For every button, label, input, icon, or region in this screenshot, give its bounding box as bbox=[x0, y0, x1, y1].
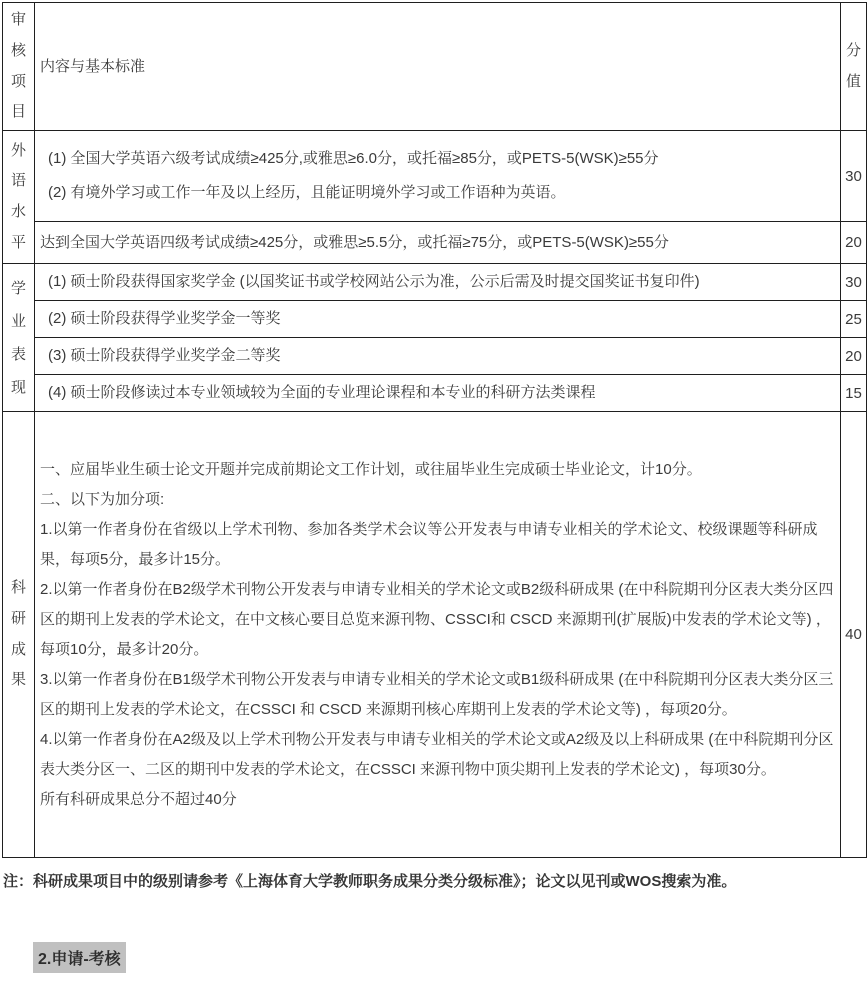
content-line: 2.以第一作者身份在B2级学术刊物公开发表与申请专业相关的学术论文或B2级科研成果 (在中科院期刊分区表大类分区四区的期刊上发表的学术论文，在中文核心要目总览来源刊物、CSSCI和 CSCD 来源期刊(扩展版)中发表的学术论文等) ，每项10分，最多计20分。 bbox=[40, 580, 834, 658]
cell-academic-row1-score: 30 bbox=[841, 264, 867, 301]
cell-academic-row1-content bbox=[35, 264, 841, 301]
research-section-label: 科研成果 bbox=[10, 579, 26, 689]
table-row-language-2 bbox=[3, 222, 867, 264]
table-note: 注：科研成果项目中的级别请参考《上海体育大学教师职务成果分类分级标准》；论文以见刊或WOS搜索为准。 bbox=[3, 873, 737, 890]
language-section-label: 外语水平 bbox=[10, 141, 26, 251]
content-line: 4.以第一作者身份在A2级及以上学术刊物公开发表与申请专业相关的学术论文或A2级及以上科研成果 (在中科院期刊分区表大类分区一、二区的期刊中发表的学术论文，在CSSCI 来源刊物中顶尖期刊上发表的学术论文) ，每项30分。 bbox=[40, 730, 834, 778]
content-line: (4) 硕士阶段修读过本专业领域较为全面的专业理论课程和本专业的科研方法类课程 bbox=[48, 384, 596, 401]
header-cell-score bbox=[841, 3, 867, 131]
table-header-row bbox=[3, 3, 867, 131]
table-row-academic-4 bbox=[3, 375, 867, 412]
header-cell-review-items bbox=[3, 3, 35, 131]
cell-academic-row3-score: 20 bbox=[841, 338, 867, 375]
cell-academic-row4-content bbox=[35, 375, 841, 412]
content-line: 3.以第一作者身份在B1级学术刊物公开发表与申请专业相关的学术论文或B1级科研成果 (在中科院期刊分区表大类分区三区的期刊上发表的学术论文，在CSSCI 和 CSCD 来源期刊核心库期刊上发表的学术论文等) ，每项20分。 bbox=[40, 670, 834, 718]
table-row-academic-1 bbox=[3, 264, 867, 301]
cell-academic-row4-score: 15 bbox=[841, 375, 867, 412]
content-line: 达到全国大学英语四级考试成绩≥425分，或雅思≥5.5分，或托福≥75分，或PETS-5(WSK)≥55分 bbox=[40, 233, 669, 251]
cell-language-label bbox=[3, 131, 35, 264]
cell-language-row2-score: 20 bbox=[841, 222, 867, 264]
cell-research-content bbox=[35, 412, 841, 858]
table-row-language-1 bbox=[3, 131, 867, 222]
content-line: (1) 全国大学英语六级考试成绩≥425分,或雅思≥6.0分，或托福≥85分，或PETS-5(WSK)≥55分 bbox=[48, 150, 659, 168]
table-row-academic-2 bbox=[3, 301, 867, 338]
cell-academic-row2-content bbox=[35, 301, 841, 338]
cell-academic-row3-content bbox=[35, 338, 841, 375]
content-line: (2) 硕士阶段获得学业奖学金一等奖 bbox=[48, 310, 281, 327]
header-label-content-standard: 内容与基本标准 bbox=[40, 57, 146, 75]
header-cell-content-standard bbox=[35, 3, 841, 131]
content-line: (2) 有境外学习或工作一年及以上经历，且能证明境外学习或工作语种为英语。 bbox=[48, 184, 566, 201]
cell-language-row1-score: 30 bbox=[841, 131, 867, 222]
cell-language-row2-content bbox=[35, 222, 841, 264]
content-line: 所有科研成果总分不超过40分 bbox=[40, 790, 237, 808]
content-line: 1.以第一作者身份在省级以上学术刊物、参加各类学术会议等公开发表与申请专业相关的学术论文、校级课题等科研成果，每项5分，最多计15分。 bbox=[40, 520, 818, 568]
table-row-research bbox=[3, 412, 867, 858]
criteria-table bbox=[2, 2, 867, 858]
cell-academic-label bbox=[3, 264, 35, 412]
cell-academic-row2-score: 25 bbox=[841, 301, 867, 338]
content-line: 二、以下为加分项: bbox=[40, 490, 165, 508]
academic-section-label: 学业表现 bbox=[10, 279, 26, 396]
cell-research-label bbox=[3, 412, 35, 858]
table-row-academic-3 bbox=[3, 338, 867, 375]
content-line: (1) 硕士阶段获得国家奖学金 (以国奖证书或学校网站公示为准，公示后需及时提交国奖证书复印件) bbox=[48, 273, 700, 290]
content-line: 一、应届毕业生硕士论文开题并完成前期论文工作计划，或往届毕业生完成硕士毕业论文，计10分。 bbox=[40, 460, 702, 478]
cell-language-row1-content bbox=[35, 131, 841, 222]
header-label-review-items: 审核项目 bbox=[10, 11, 26, 121]
section-heading-apply-assess: 2.申请-考核 bbox=[33, 942, 126, 973]
header-label-score: 分值 bbox=[845, 41, 861, 90]
content-line: (3) 硕士阶段获得学业奖学金二等奖 bbox=[48, 347, 281, 364]
cell-research-score: 40 bbox=[841, 412, 867, 858]
